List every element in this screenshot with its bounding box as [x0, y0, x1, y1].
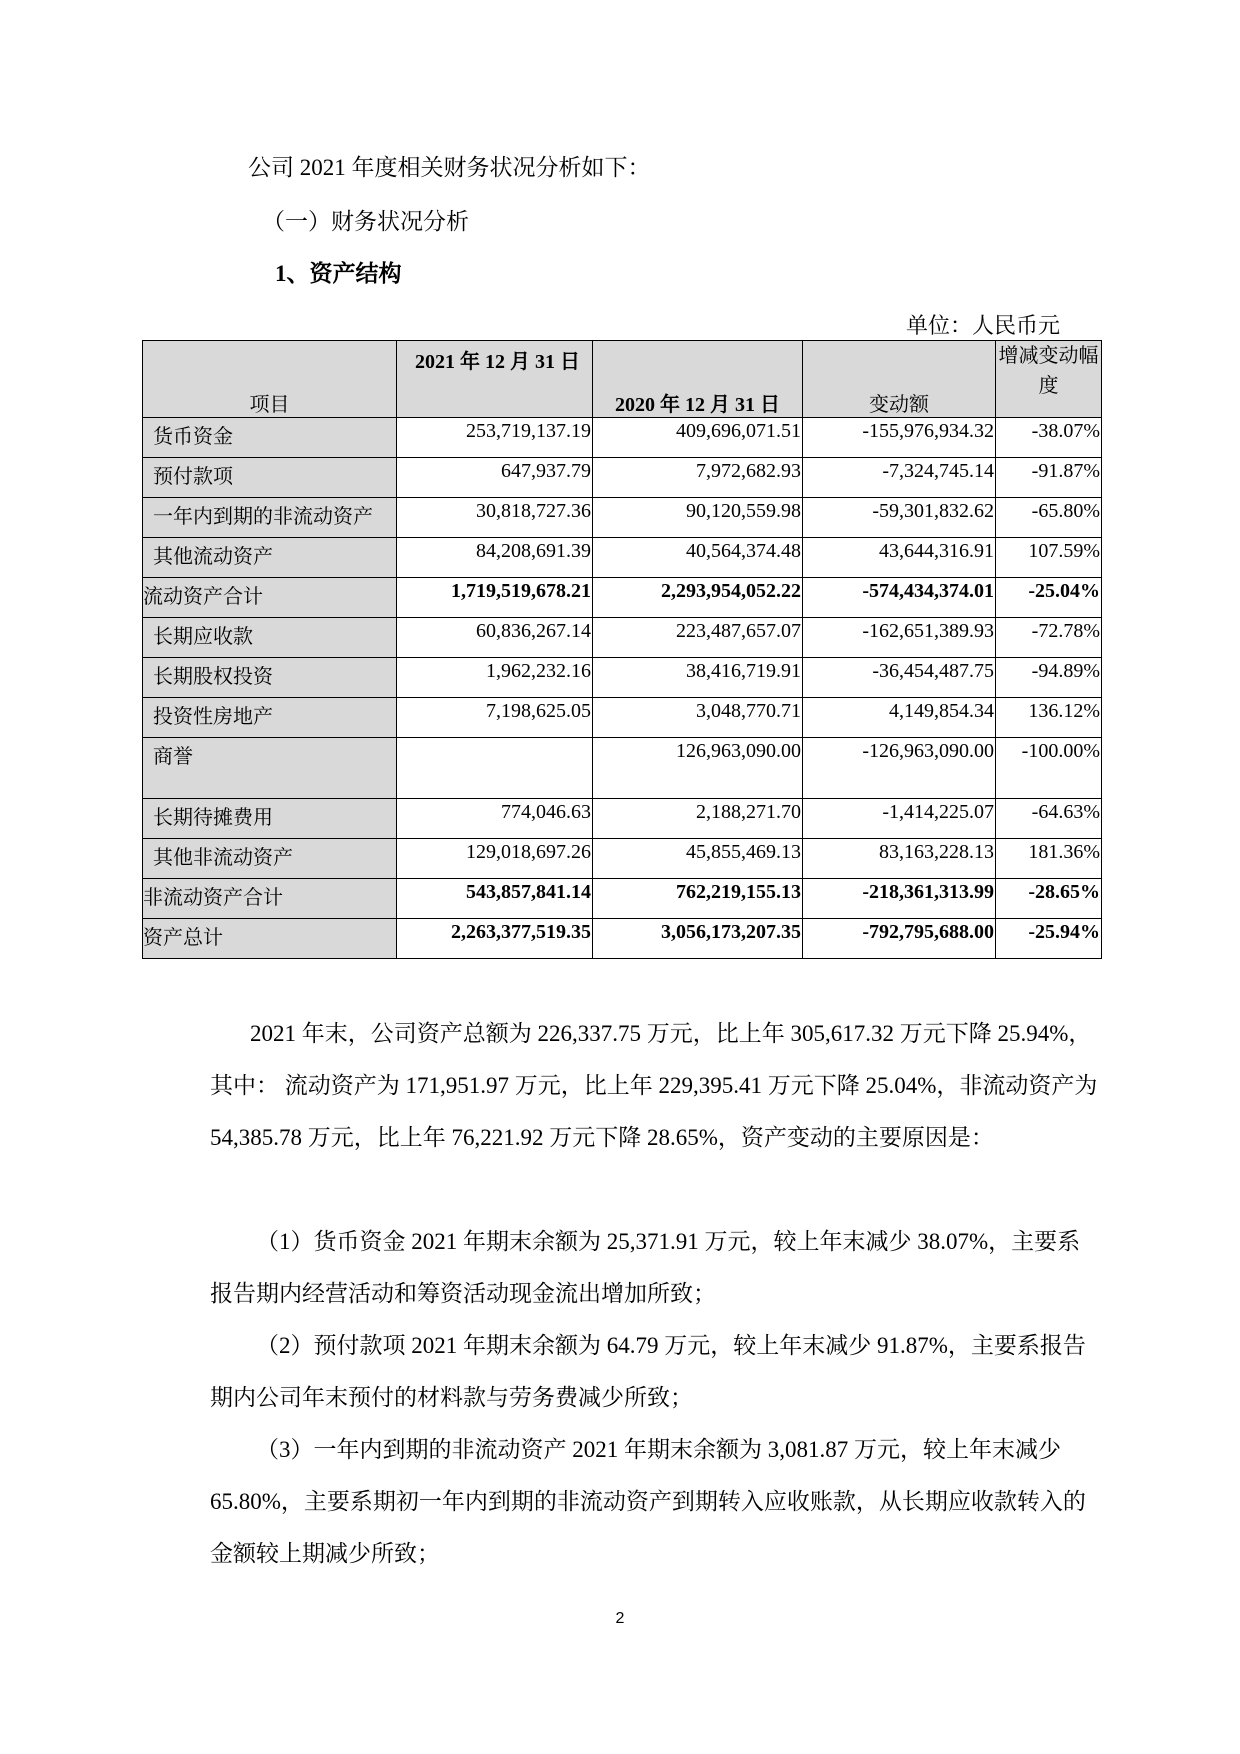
cell-item: 其他非流动资产 — [143, 839, 397, 879]
cell-2020: 2,293,954,052.22 — [593, 578, 803, 618]
cell-2021: 129,018,697.26 — [397, 839, 593, 879]
cell-item: 其他流动资产 — [143, 538, 397, 578]
paragraph-item-2: （2）预付款项 2021 年期末余额为 64.79 万元，较上年末减少 91.87%，主要系报告期内公司年末预付的材料款与劳务费减少所致； — [210, 1333, 1086, 1410]
header-2021: 2021 年 12 月 31 日 — [397, 341, 593, 418]
cell-2020: 126,963,090.00 — [593, 738, 803, 799]
cell-pct: 107.59% — [996, 538, 1102, 578]
cell-item: 商誉 — [143, 738, 397, 799]
cell-2021: 1,962,232.16 — [397, 658, 593, 698]
cell-pct: -38.07% — [996, 418, 1102, 458]
cell-2021: 253,719,137.19 — [397, 418, 593, 458]
cell-change: 43,644,316.91 — [803, 538, 996, 578]
cell-2021: 647,937.79 — [397, 458, 593, 498]
cell-2020: 38,416,719.91 — [593, 658, 803, 698]
cell-change: -59,301,832.62 — [803, 498, 996, 538]
cell-change: 83,163,228.13 — [803, 839, 996, 879]
table-row — [143, 919, 1102, 959]
table-row — [143, 839, 1102, 879]
table-row — [143, 578, 1102, 618]
cell-2020: 3,048,770.71 — [593, 698, 803, 738]
cell-change: -1,414,225.07 — [803, 799, 996, 839]
cell-item: 长期待摊费用 — [143, 799, 397, 839]
cell-item: 长期应收款 — [143, 618, 397, 658]
subsection-title: 1、资产结构 — [275, 261, 402, 286]
paragraph-item-1: （1）货币资金 2021 年期末余额为 25,371.91 万元，较上年末减少 38.07%，主要系报告期内经营活动和筹资活动现金流出增加所致； — [210, 1229, 1081, 1306]
cell-change: -7,324,745.14 — [803, 458, 996, 498]
cell-2021: 543,857,841.14 — [397, 879, 593, 919]
cell-pct: -25.94% — [996, 919, 1102, 959]
table-row — [143, 618, 1102, 658]
cell-2021: 1,719,519,678.21 — [397, 578, 593, 618]
cell-2021: 84,208,691.39 — [397, 538, 593, 578]
cell-pct: -94.89% — [996, 658, 1102, 698]
cell-change: -126,963,090.00 — [803, 738, 996, 799]
cell-pct: -25.04% — [996, 578, 1102, 618]
cell-pct: -72.78% — [996, 618, 1102, 658]
cell-pct: 181.36% — [996, 839, 1102, 879]
cell-2020: 762,219,155.13 — [593, 879, 803, 919]
cell-2020: 90,120,559.98 — [593, 498, 803, 538]
section-title: （一）财务状况分析 — [262, 209, 469, 234]
cell-change: -218,361,313.99 — [803, 879, 996, 919]
cell-pct: -100.00% — [996, 738, 1102, 799]
table-row — [143, 879, 1102, 919]
cell-item: 投资性房地产 — [143, 698, 397, 738]
cell-item: 流动资产合计 — [143, 578, 397, 618]
table-row — [143, 458, 1102, 498]
table-row — [143, 698, 1102, 738]
cell-item: 非流动资产合计 — [143, 879, 397, 919]
table-row — [143, 658, 1102, 698]
cell-2020: 40,564,374.48 — [593, 538, 803, 578]
cell-2020: 409,696,071.51 — [593, 418, 803, 458]
table-row — [143, 799, 1102, 839]
cell-2021: 60,836,267.14 — [397, 618, 593, 658]
unit-label: 单位：人民币元 — [906, 313, 1061, 338]
table-row — [143, 738, 1102, 799]
paragraph-item-3: （3）一年内到期的非流动资产 2021 年期末余额为 3,081.87 万元，较上年末减少 65.80%，主要系期初一年内到期的非流动资产到期转入应收账款，从长期应收款转入的金额较上期减少所致； — [210, 1437, 1086, 1566]
cell-change: -574,434,374.01 — [803, 578, 996, 618]
cell-pct: 136.12% — [996, 698, 1102, 738]
cell-item: 长期股权投资 — [143, 658, 397, 698]
cell-2020: 223,487,657.07 — [593, 618, 803, 658]
cell-2020: 45,855,469.13 — [593, 839, 803, 879]
header-change: 变动额 — [803, 341, 996, 418]
cell-2020: 3,056,173,207.35 — [593, 919, 803, 959]
intro-text: 公司 2021 年度相关财务状况分析如下： — [248, 155, 651, 180]
cell-2021: 2,263,377,519.35 — [397, 919, 593, 959]
cell-2020: 2,188,271.70 — [593, 799, 803, 839]
cell-pct: -65.80% — [996, 498, 1102, 538]
cell-2021: 774,046.63 — [397, 799, 593, 839]
header-2020: 2020 年 12 月 31 日 — [593, 341, 803, 418]
header-item: 项目 — [143, 341, 397, 418]
cell-item: 货币资金 — [143, 418, 397, 458]
cell-2021 — [397, 738, 593, 799]
cell-pct: -28.65% — [996, 879, 1102, 919]
cell-pct: -64.63% — [996, 799, 1102, 839]
header-pct: 增减变动幅度 — [996, 341, 1102, 418]
paragraph-summary: 2021 年末，公司资产总额为 226,337.75 万元，比上年 305,617.32 万元下降 25.94%，其中： 流动资产为 171,951.97 万元，比上年 229,395.41 万元下降 25.04%，非流动资产为 54,385.78 万元，比上年 76,221.92 万元下降 28.65%，资产变动的主要原因是： — [210, 1021, 1098, 1150]
cell-change: -155,976,934.32 — [803, 418, 996, 458]
table-row — [143, 418, 1102, 458]
cell-2020: 7,972,682.93 — [593, 458, 803, 498]
asset-structure-table — [142, 340, 1102, 959]
page-number: 2 — [615, 1610, 625, 1627]
cell-2021: 30,818,727.36 — [397, 498, 593, 538]
cell-change: -36,454,487.75 — [803, 658, 996, 698]
table-row — [143, 498, 1102, 538]
cell-change: 4,149,854.34 — [803, 698, 996, 738]
cell-pct: -91.87% — [996, 458, 1102, 498]
cell-item: 预付款项 — [143, 458, 397, 498]
cell-item: 资产总计 — [143, 919, 397, 959]
table-row — [143, 538, 1102, 578]
cell-change: -792,795,688.00 — [803, 919, 996, 959]
cell-item: 一年内到期的非流动资产 — [143, 498, 397, 538]
cell-change: -162,651,389.93 — [803, 618, 996, 658]
table-header-row — [143, 341, 1102, 418]
cell-2021: 7,198,625.05 — [397, 698, 593, 738]
